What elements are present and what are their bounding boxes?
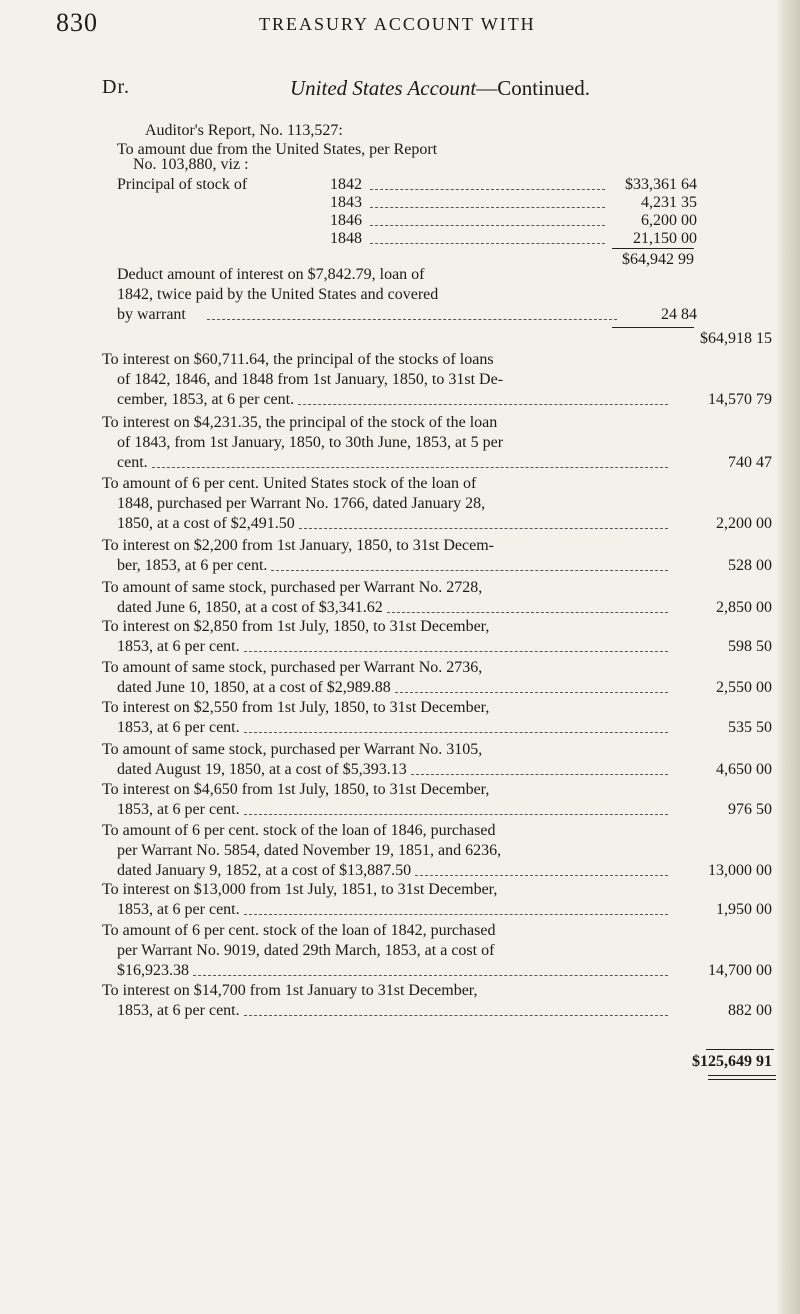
page-edge-shadow [776, 0, 800, 1314]
intro-line-2: No. 103,880, viz : [133, 156, 249, 173]
entry-text-line: cember, 1853, at 6 per cent. [117, 391, 677, 409]
entry-text-line: of 1843, from 1st January, 1850, to 30th June, 1853, at 5 per [117, 434, 504, 451]
leader-dots [415, 875, 668, 876]
deduct-rule [612, 327, 694, 328]
debit-label: Dr. [102, 76, 130, 98]
leader-dots [271, 570, 668, 571]
entry-text-line: ber, 1853, at 6 per cent. [117, 557, 677, 575]
grand-total-rule-1 [708, 1075, 776, 1076]
entry-text-line: To interest on $2,850 from 1st July, 1850, to 31st December, [102, 618, 490, 635]
leader-dots [298, 404, 668, 405]
entry-text-line: per Warrant No. 9019, dated 29th March, 1853, at a cost of [117, 942, 495, 959]
principal-year: 1843 [330, 194, 362, 211]
entry-text-line: dated June 6, 1850, at a cost of $3,341.62 [117, 599, 677, 617]
entry-text-line: 1853, at 6 per cent. [117, 901, 677, 919]
entry-text-line: To amount of 6 per cent. stock of the loan of 1842, purchased [102, 922, 496, 939]
account-title [290, 76, 590, 101]
entry-text-line: dated June 10, 1850, at a cost of $2,989.88 [117, 679, 677, 697]
entry-text-line: of 1842, 1846, and 1848 from 1st January, 1850, to 31st De- [117, 371, 504, 388]
leader-dots [193, 975, 668, 976]
entry-text-line: To amount of same stock, purchased per Warrant No. 2736, [102, 659, 483, 676]
account-title-suffix: —Continued. [476, 76, 590, 100]
entry-text-line: 1853, at 6 per cent. [117, 1002, 677, 1020]
intro-line-1: To amount due from the United States, per Report [117, 141, 438, 158]
running-title: TREASURY ACCOUNT WITH [259, 14, 536, 34]
leader-dots [244, 732, 668, 733]
entry-amount: 2,850 00 [716, 599, 772, 616]
principal-amount: 4,231 35 [641, 194, 697, 211]
entry-text-line: To interest on $14,700 from 1st January to 31st December, [102, 982, 478, 999]
entry-amount: 2,550 00 [716, 679, 772, 696]
entry-amount: 1,950 00 [716, 901, 772, 918]
entry-amount: 2,200 00 [716, 515, 772, 532]
principal-year: 1848 [330, 230, 362, 247]
entry-text-line: dated August 19, 1850, at a cost of $5,393.13 [117, 761, 677, 779]
entry-text-line: To interest on $2,550 from 1st July, 1850, to 31st December, [102, 699, 490, 716]
entry-text-line: dated January 9, 1852, at a cost of $13,887.50 [117, 862, 677, 880]
principal-total: $64,942 99 [622, 251, 694, 268]
entry-text-line: 1853, at 6 per cent. [117, 801, 677, 819]
entry-text-line: To interest on $4,231.35, the principal of the stock of the loan [102, 414, 498, 431]
principal-year: 1842 [330, 176, 362, 193]
entry-text-line: To amount of 6 per cent. United States stock of the loan of [102, 475, 477, 492]
grand-total: $125,649 91 [692, 1053, 772, 1070]
leader-dots [299, 528, 668, 529]
leader-dots [387, 612, 668, 613]
account-title-name: United States Account [290, 76, 477, 100]
entry-text-line: To amount of same stock, purchased per Warrant No. 3105, [102, 741, 483, 758]
principal-amount: $33,361 64 [625, 176, 697, 193]
principal-year: 1846 [330, 212, 362, 229]
auditor-report-line: Auditor's Report, No. 113,527: [145, 122, 343, 139]
entry-text-line: To amount of same stock, purchased per Warrant No. 2728, [102, 579, 483, 596]
page-number: 830 [56, 8, 98, 37]
deduct-amount: 24 84 [661, 306, 697, 323]
leader-dots [411, 774, 668, 775]
entry-amount: 13,000 00 [708, 862, 772, 879]
deduct-line-3: by warrant 24 84 [117, 306, 697, 323]
deduct-line-1: Deduct amount of interest on $7,842.79, loan of [117, 266, 425, 283]
entry-amount: 740 47 [728, 454, 772, 471]
entry-text-line: To amount of 6 per cent. stock of the loan of 1846, purchased [102, 822, 496, 839]
deduct-line-2: 1842, twice paid by the United States and covered [117, 286, 439, 303]
principal-amount: 21,150 00 [633, 230, 697, 247]
leader-dots [152, 467, 668, 468]
entry-amount: 14,700 00 [708, 962, 772, 979]
leader-dots [244, 814, 668, 815]
net-total: $64,918 15 [700, 330, 772, 347]
leader-dots [244, 651, 668, 652]
entry-amount: 528 00 [728, 557, 772, 574]
entry-amount: 976 50 [728, 801, 772, 818]
entry-text-line: To interest on $60,711.64, the principal of the stocks of loans [102, 351, 494, 368]
entry-amount: 14,570 79 [708, 391, 772, 408]
entry-amount: 882 00 [728, 1002, 772, 1019]
entry-text-line: To interest on $13,000 from 1st July, 1851, to 31st December, [102, 881, 498, 898]
entry-text-line: To interest on $2,200 from 1st January, 1850, to 31st Decem- [102, 537, 494, 554]
grand-total-rule-2 [708, 1079, 776, 1080]
principal-subtotal-rule [612, 248, 694, 249]
principal-amount: 6,200 00 [641, 212, 697, 229]
entry-amount: 4,650 00 [716, 761, 772, 778]
entry-amount: 535 50 [728, 719, 772, 736]
entry-amount: 598 50 [728, 638, 772, 655]
entry-text-line: $16,923.38 [117, 962, 677, 980]
grand-total-rule-top [706, 1049, 774, 1050]
entry-text-line: per Warrant No. 5854, dated November 19, 1851, and 6236, [117, 842, 502, 859]
leader-dots [244, 914, 668, 915]
entry-text-line: 1853, at 6 per cent. [117, 638, 677, 656]
entry-text-line: 1848, purchased per Warrant No. 1766, dated January 28, [117, 495, 486, 512]
entry-text-line: 1850, at a cost of $2,491.50 [117, 515, 677, 533]
leader-dots [244, 1015, 668, 1016]
entry-text-line: cent. [117, 454, 677, 472]
entry-text-line: To interest on $4,650 from 1st July, 1850, to 31st December, [102, 781, 490, 798]
leader-dots [395, 692, 668, 693]
entry-text-line: 1853, at 6 per cent. [117, 719, 677, 737]
